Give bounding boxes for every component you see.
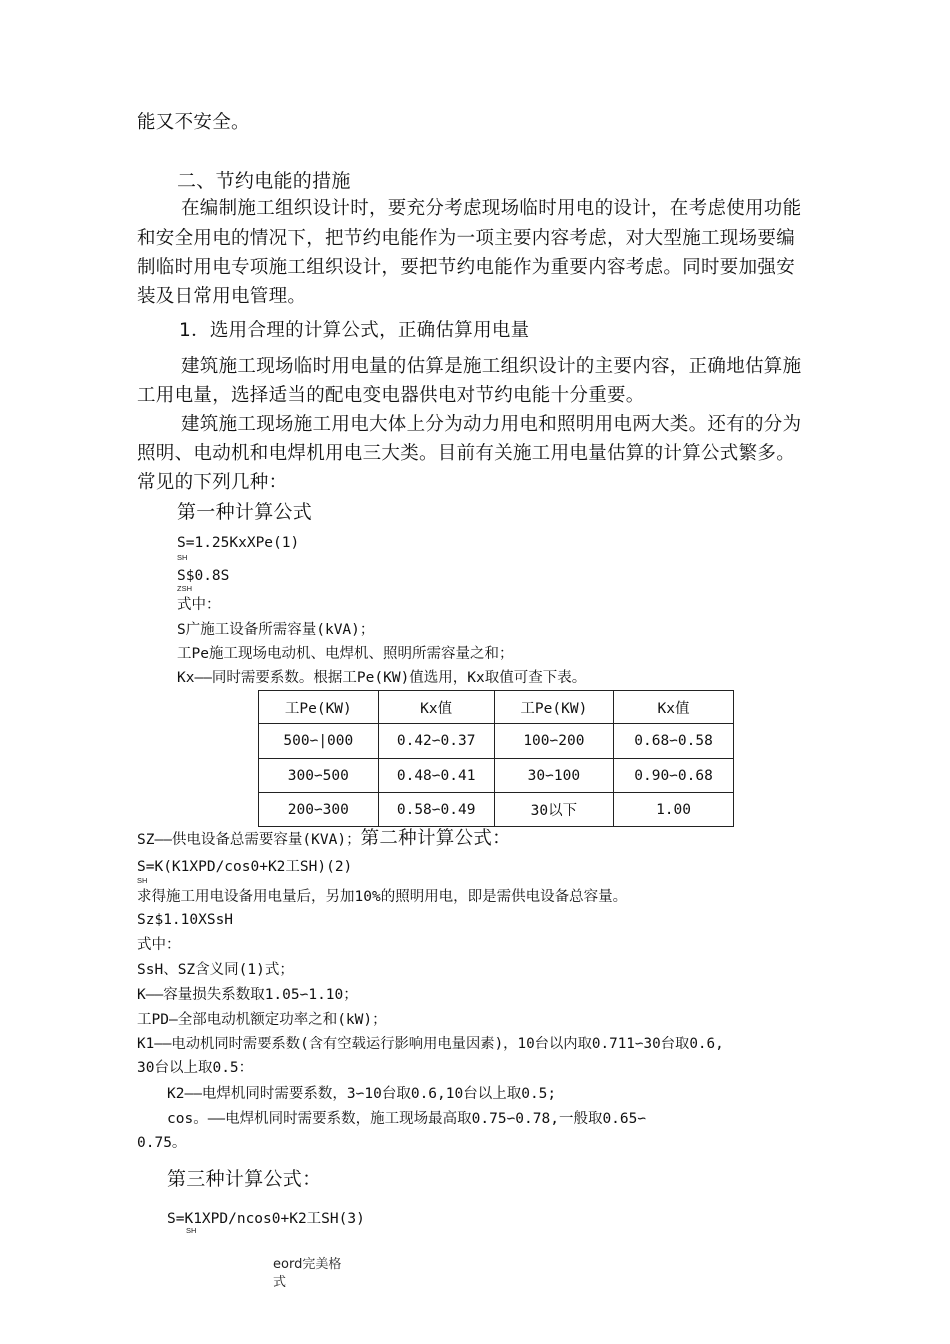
definition-line: K2——电焊机同时需要系数，3∽10台取0.6,10台以上取0.5;: [167, 1086, 557, 1102]
subsection-heading: 1．选用合理的计算公式，正确估算用电量: [179, 320, 530, 341]
kx-coefficient-table: [258, 690, 734, 827]
formula-subscript: ZSH: [177, 584, 192, 593]
paragraph-line: 在编制施工组织设计时，要充分考虑现场临时用电的设计，在考虑使用功能: [181, 198, 802, 219]
formula-subscript: SH: [177, 553, 188, 562]
table-cell: 30以下: [494, 793, 613, 827]
table-cell: 0.58∽0.49: [378, 793, 494, 827]
table-cell: 0.68∽0.58: [614, 724, 734, 759]
paragraph-line: 装及日常用电管理。: [137, 286, 307, 307]
definition-text: SZ——供电设备总需要容量(KVA)；: [137, 832, 361, 848]
definition-heading: 式中：: [177, 597, 221, 613]
formula-line: S$0.8S: [177, 568, 230, 584]
table-cell: 100∽200: [494, 724, 613, 759]
paragraph-line: 求得施工用电设备用电量后，另加10%的照明用电，即是需供电设备总容量。: [137, 889, 628, 905]
table-cell: 300∽500: [259, 759, 379, 793]
table-row: [259, 724, 734, 759]
paragraph-line: 和安全用电的情况下，把节约电能作为一项主要内容考虑，对大型施工现场要编: [137, 228, 796, 249]
definition-line: K1——电动机同时需要系数(含有空载运行影响用电量因素)，10台以内取0.711∽30台取0.6,: [137, 1036, 724, 1052]
definition-heading: 式中：: [137, 937, 181, 953]
table-header-row: [259, 691, 734, 724]
paragraph-line: 建筑施工现场施工用电大体上分为动力用电和照明用电两大类。还有的分为: [181, 414, 802, 435]
definition-line: S广施工设备所需容量(kVA)；: [177, 622, 375, 638]
footer-text: eord完美格: [273, 1257, 342, 1272]
formula-subscript: SH: [137, 876, 148, 885]
paragraph-line: 制临时用电专项施工组织设计，要把节约电能作为重要内容考虑。同时要加强安: [137, 257, 796, 278]
table-cell: 0.42∽0.37: [378, 724, 494, 759]
footer-text: 式: [273, 1275, 287, 1290]
definition-line: SsH、SZ含义同(1)式；: [137, 962, 294, 978]
paragraph-line: 工用电量，选择适当的配电变电器供电对节约电能十分重要。: [137, 385, 645, 406]
definition-line: 30台以上取0.5：: [137, 1060, 254, 1076]
table-cell: 30∽100: [494, 759, 613, 793]
definition-line: K——容量损失系数取1.05∽1.10；: [137, 987, 358, 1003]
definition-line: 工Pe施工现场电动机、电焊机、照明所需容量之和；: [177, 646, 514, 662]
table-row: [259, 759, 734, 793]
section-heading: 二、节约电能的措施: [177, 170, 351, 192]
paragraph-line: [137, 828, 511, 850]
paragraph-line: 常见的下列几种：: [137, 472, 288, 493]
paragraph-line: 能又不安全。: [137, 112, 250, 133]
formula-2: S=K(K1XPD/cos0+K2工SH)(2): [137, 859, 353, 875]
formula-subscript: SH: [186, 1226, 197, 1235]
table-cell: 200∽300: [259, 793, 379, 827]
paragraph-line: 照明、电动机和电焊机用电三大类。目前有关施工用电量估算的计算公式繁多。: [137, 443, 796, 464]
table-row: [259, 793, 734, 827]
table-header-cell: Kx值: [378, 691, 494, 724]
formula-heading-1: 第一种计算公式: [177, 501, 313, 523]
formula-1: S=1.25KxXPe(1): [177, 535, 300, 551]
definition-line: cos。——电焊机同时需要系数，施工现场最高取0.75∽0.78,一般取0.65∽: [167, 1111, 647, 1127]
table-header-cell: 工Pe(KW): [494, 691, 613, 724]
definition-line: Kx——同时需要系数。根据工Pe(KW)值选用，Kx取值可查下表。: [177, 670, 587, 686]
table-cell: 0.48∽0.41: [378, 759, 494, 793]
definition-line: 工PD—全部电动机额定功率之和(kW)；: [137, 1012, 387, 1028]
table-header-cell: Kx值: [614, 691, 734, 724]
formula-line: Sz$1.10XSsH: [137, 912, 234, 928]
formula-heading-3: 第三种计算公式：: [167, 1168, 322, 1190]
paragraph-line: 建筑施工现场临时用电量的估算是施工组织设计的主要内容，正确地估算施: [181, 356, 802, 377]
table-cell: 1.00: [614, 793, 734, 827]
formula-heading-2: 第二种计算公式：: [360, 828, 511, 849]
table-header-cell: 工Pe(KW): [259, 691, 379, 724]
table-cell: 500∽|000: [259, 724, 379, 759]
table-cell: 0.90∽0.68: [614, 759, 734, 793]
formula-3: S=K1XPD/ncos0+K2工SH(3): [167, 1211, 365, 1227]
definition-line: 0.75。: [137, 1135, 187, 1151]
